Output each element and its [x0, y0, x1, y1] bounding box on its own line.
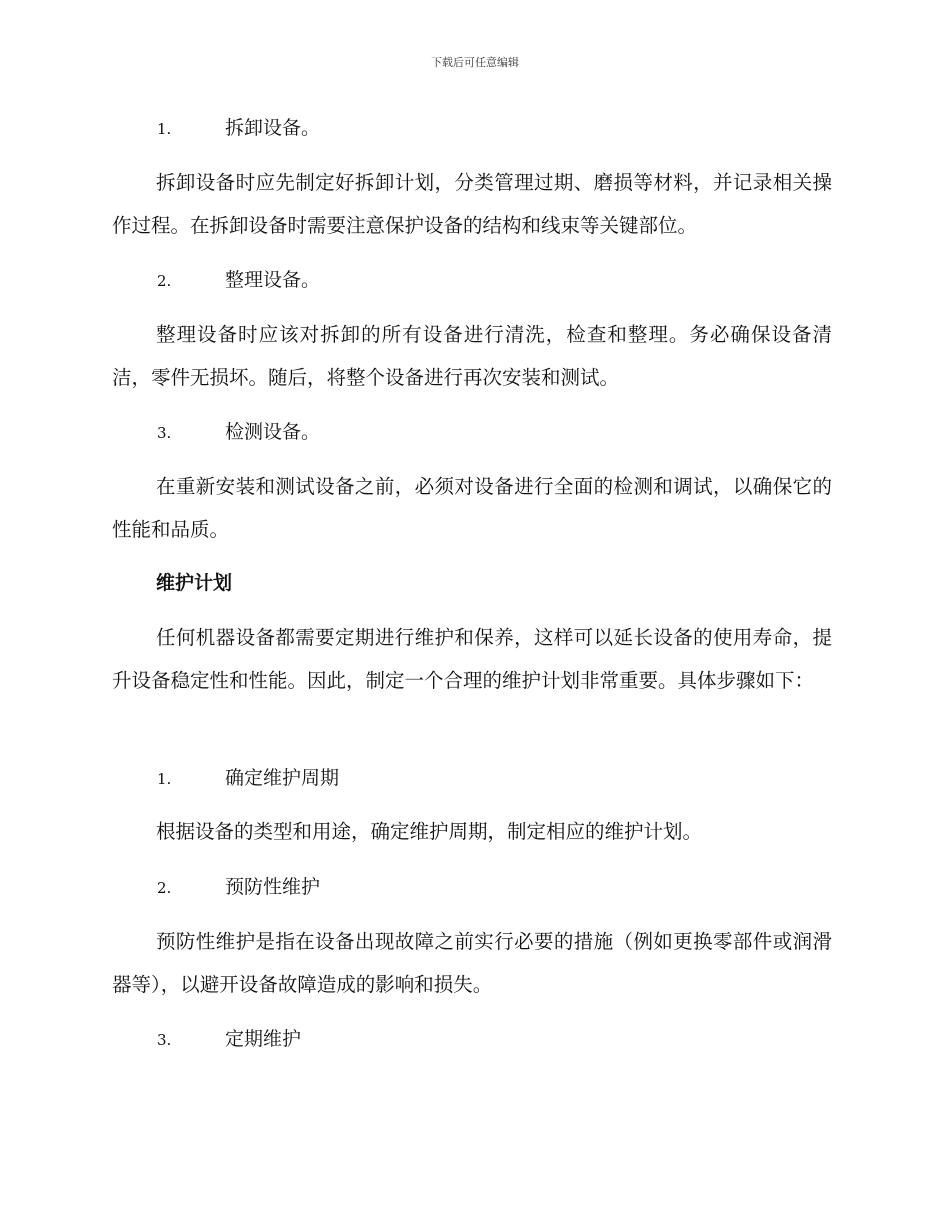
paragraph-inspect: 在重新安装和测试设备之前，必须对设备进行全面的检测和调试，以确保它的性能和品质。	[112, 475, 832, 541]
list-number: 3.	[157, 1031, 172, 1049]
paragraph-disassemble: 拆卸设备时应先制定好拆卸计划，分类管理过期、磨损等材料，并记录相关操作过程。在拆卸设备时需要注意保护设备的结构和线束等关键部位。	[112, 171, 832, 237]
page-header: 下载后可任意编辑	[431, 56, 519, 69]
list-number: 2.	[157, 272, 172, 290]
paragraph-organize: 整理设备时应该对拆卸的所有设备进行清洗，检查和整理。务必确保设备清洁，零件无损坏。随后，将整个设备进行再次安装和测试。	[112, 323, 832, 389]
paragraph-maintenance-intro: 任何机器设备都需要定期进行维护和保养，这样可以延长设备的使用寿命，提升设备稳定性和性能。因此，制定一个合理的维护计划非常重要。具体步骤如下：	[112, 626, 832, 692]
list-number: 1.	[157, 770, 172, 788]
list-number: 3.	[157, 424, 172, 442]
list-number: 1.	[157, 120, 172, 138]
list-number: 2.	[157, 879, 172, 897]
section-heading-maintenance-plan: 维护计划	[156, 572, 233, 594]
list-label: 确定维护周期	[225, 767, 340, 789]
list-label: 拆卸设备。	[225, 117, 321, 139]
list-label: 预防性维护	[225, 876, 321, 898]
list-label: 整理设备。	[225, 269, 321, 291]
paragraph-maintenance-cycle: 根据设备的类型和用途，确定维护周期，制定相应的维护计划。	[156, 820, 703, 843]
paragraph-preventive: 预防性维护是指在设备出现故障之前实行必要的措施（例如更换零部件或润滑器等），以避开设备故障造成的影响和损失。	[112, 930, 832, 996]
list-label: 定期维护	[225, 1028, 302, 1050]
list-label: 检测设备。	[225, 421, 321, 443]
